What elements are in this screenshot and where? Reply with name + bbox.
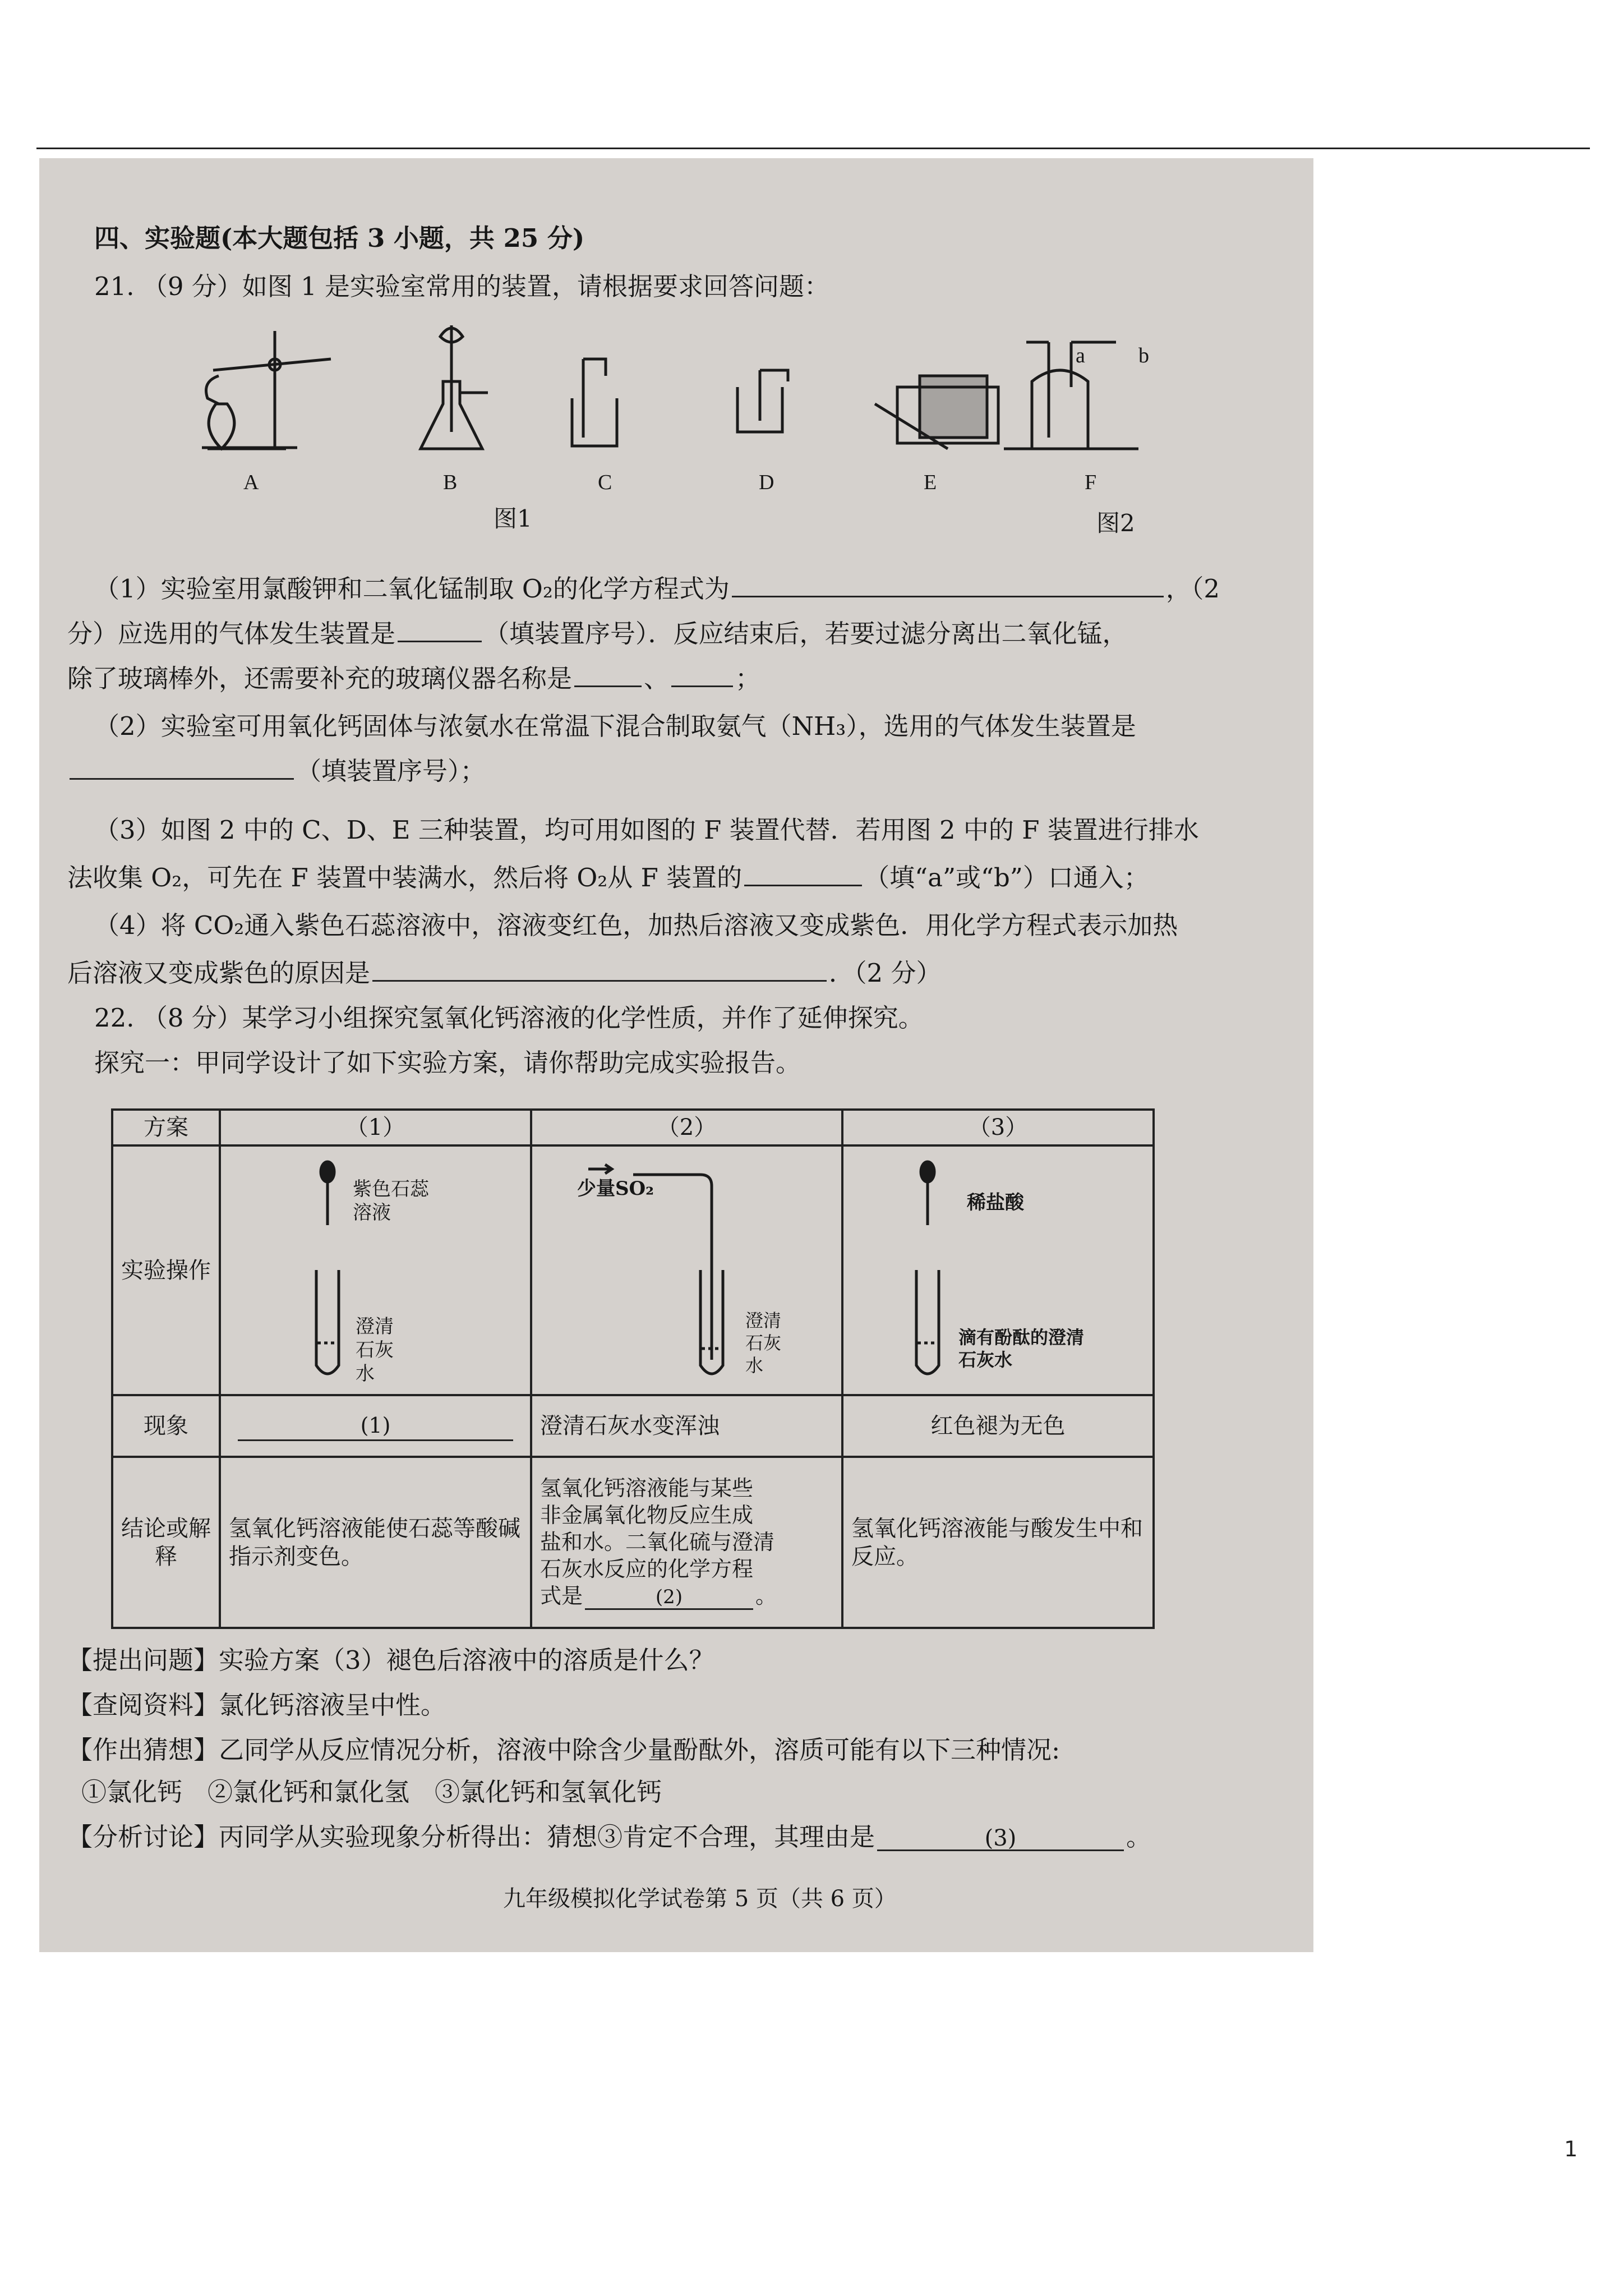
header-plan-3: （3）: [842, 1110, 1154, 1145]
conclusion-2-line1: 氢氧化钙溶液能与某些: [540, 1476, 754, 1501]
q21-part2-line2: （填装置序号）；: [67, 754, 486, 788]
header-plan-1: （1）: [220, 1110, 531, 1145]
row-label-phenomenon: 现象: [112, 1395, 220, 1457]
operation-3: [842, 1145, 1154, 1395]
figure-1-caption: 图1: [494, 505, 532, 532]
figure-2-caption: 图2: [1096, 509, 1135, 537]
port-b-label: b: [1138, 344, 1149, 367]
label-a: A: [243, 471, 259, 494]
phenomenon-2: 澄清石灰水变浑浊: [531, 1395, 842, 1457]
analysis-discussion: 【分析讨论】丙同学从实验现象分析得出：猜想③肯定不合理，其理由是 (3) 。: [67, 1822, 1152, 1852]
q21-intro: 21. （9 分）如图 1 是实验室常用的装置，请根据要求回答问题：: [94, 272, 830, 301]
phenomenon-1: [220, 1395, 531, 1457]
label-f: F: [1085, 471, 1097, 494]
apparatus-e-icon: [875, 376, 998, 449]
op3-tube-label: 滴有酚酞的澄清石灰水: [958, 1327, 1085, 1370]
label-b: B: [443, 471, 458, 494]
conclusion-1: 氢氧化钙溶液能使石蕊等酸碱指示剂变色。: [220, 1457, 531, 1628]
row-label-operation: 实验操作: [112, 1145, 220, 1395]
q21-part2-line1: （2）实验室可用氧化钙固体与浓氨水在常温下混合制取氨气（NH₃），选用的气体发生装置是: [94, 711, 1136, 741]
q22-explore: 探究一：甲同学设计了如下实验方案，请你帮助完成实验报告。: [94, 1048, 801, 1078]
page-footer: 九年级模拟化学试卷第 5 页（共 6 页）: [503, 1886, 897, 1912]
label-d: D: [759, 471, 774, 494]
reference-info: 【查阅资料】氯化钙溶液呈中性。: [67, 1690, 446, 1720]
gas-tube-icon: [577, 1158, 757, 1382]
label-c: C: [598, 471, 612, 494]
conclusion-2-line2: 非金属氧化物反应生成: [540, 1503, 754, 1527]
apparatus-b-icon: [421, 325, 488, 449]
op3-reagent-label: 稀盐酸: [967, 1191, 1024, 1214]
phenomenon-1-blank: (1): [238, 1411, 513, 1441]
q21-part1-line1: （1）实验室用氯酸钾和二氧化锰制取 O₂的化学方程式为 ，（2: [94, 574, 1220, 604]
apparatus-a-icon: [202, 331, 331, 449]
conclusion-2-line4: 石灰水反应的化学方程: [540, 1557, 754, 1581]
q21-part1-line3: 除了玻璃棒外，还需要补充的玻璃仪器名称是 、 ；: [67, 664, 761, 693]
conclusion-2-line3: 盐和水。二氧化硫与澄清: [540, 1530, 775, 1554]
header-plan-2: （2）: [531, 1110, 842, 1145]
hypothesis-options: ①氯化钙 ②氯化钙和氯化氢 ③氯化钙和氢氧化钙: [81, 1777, 662, 1807]
operation-1: [220, 1145, 531, 1395]
apparatus-f-icon: [1004, 342, 1138, 449]
header-plan: 方案: [112, 1110, 220, 1145]
q21-part3-line1: （3）如图 2 中的 C、D、E 三种装置，均可用如图的 F 装置代替．若用图 2 中的 F 装置进行排水: [94, 815, 1199, 845]
section-title: 四、实验题(本大题包括 3 小题，共 25 分): [94, 223, 585, 253]
hypothesis: 【作出猜想】乙同学从反应情况分析，溶液中除含少量酚酞外，溶质可能有以下三种情况:: [67, 1735, 1061, 1765]
q21-part4-line2: 后溶液又变成紫色的原因是 ．（2 分）: [67, 958, 942, 988]
row-label-conclusion: 结论或解释: [112, 1457, 220, 1628]
q21-part1-line2: 分）应选用的气体发生装置是 （填装置序号）．反应结束后，若要过滤分离出二氧化锰，: [67, 619, 1128, 648]
conclusion-2: [531, 1457, 842, 1628]
phenomenon-3: 红色褪为无色: [842, 1395, 1154, 1457]
q22-intro: 22. （8 分）某学习小组探究氢氧化钙溶液的化学性质，并作了延伸探究。: [94, 1003, 924, 1033]
operation-2: [531, 1145, 842, 1395]
q21-part3-line2: 法收集 O₂，可先在 F 装置中装满水，然后将 O₂从 F 装置的 （填“a”或“b”）口通入；: [67, 863, 1149, 892]
op2-tube-label: 澄清石灰水: [745, 1310, 782, 1376]
ask-question: 【提出问题】实验方案（3）褪色后溶液中的溶质是什么？: [67, 1645, 714, 1675]
label-e: E: [924, 471, 937, 494]
op1-reagent-label: 紫色石蕊溶液: [353, 1178, 429, 1224]
apparatus-d-icon: [737, 370, 788, 432]
q21-part4-line1: （4）将 CO₂通入紫色石蕊溶液中，溶液变红色，加热后溶液又变成紫色．用化学方程式表示加热: [94, 910, 1178, 940]
conclusion-2-line5: 式是 (2) 。: [540, 1582, 833, 1610]
op1-tube-label: 澄清石灰水: [356, 1315, 394, 1385]
experiment-report-table: [111, 1108, 1155, 1629]
header-rule: [36, 148, 1590, 149]
page-number: 1: [1564, 2137, 1578, 2161]
apparatus-figure: [185, 320, 1183, 533]
apparatus-c-icon: [572, 359, 617, 446]
op2-gas-label: 少量SO₂: [577, 1177, 654, 1200]
conclusion-3: 氢氧化钙溶液能与酸发生中和反应。: [842, 1457, 1154, 1628]
port-a-label: a: [1076, 344, 1085, 367]
